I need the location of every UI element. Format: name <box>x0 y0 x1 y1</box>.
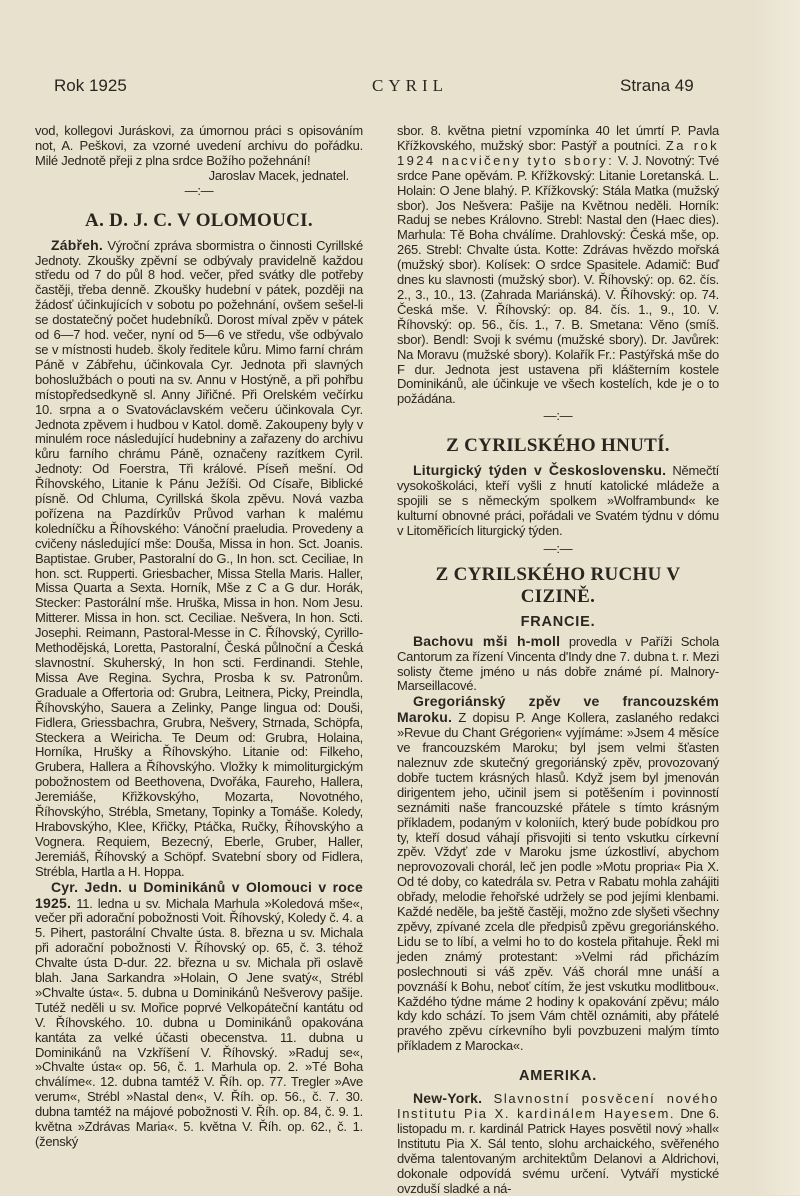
paragraph-dominikani <box>35 880 363 1150</box>
paragraph-body: Výroční zpráva sbormistra o činnosti Cyrillské Jednoty. Zkoušky zpěvní se odbývaly pravidelně každou středu od 7 do půl 8 hod. večer, před svátky dle potřeby častěji, třeba denně. Zkoušky hudební v pátek, později na žádosť účinkujících v sobotu po požehnání, ovšem sešel-li se dostatečný počet hudebníků. Dorost míval zpěv v pátek od 6—7 hod. večer, nyní od 5—6 ve středu, vše odbývalo se v místnosti hudeb. školy ředitele kůru. Mimo farní chrám Páně v Zábřehu, účinkovala Cyr. Jednota při slavných bohoslužbách o pouti na sv. Annu v Hostýně, a při pohřbu místopředsedkyně sl. Anny Jiřičné. Při Orelském večírku 10. srpna a o Svatováclavském večeru účinkovala Cyr. Jednota zpěvem i hudbou v Katol. domě. Zakoupeny byly v minulém roce následující hudebniny a zařazeny do archivu kůru farního chrámu Páně, označeny razítkem Cyril. Jednoty: Od Foerstra, Tři králové. Píseň mešní. Od Říhovského, Litanie k Pánu Ježíši. Od Císaře, Biblické písně. Od Chluma, Cyrillská škola zpěvu. Nová vazba pořízena na Pazdírkův Průvod varhan k malému koledníčku a Říhovského: Vánoční praeludia. Provedeny a cvičeny následující mše: Douša, Missa in hon. Sct. Joanis. Baptistae. Gruber, Pastoralní do G., In hon. sct. Ceciliae, In hon. sct. Rupperti. Griesbacher, Missa Stella Maris. Haller, Missa Quarta a Sexta. Horník, Mše z C a G dur. Horák, Stecker: Pastorální mše. Hruška, Missa in hon. Nom Jesu. Mitterer. Missa in hon. sct. Ceciliae. Nešvera, In hon. Scti. Josephi. Reimann, Pastoral-Messe in C. Říhovský, Cyrillo-Methodějská, Loretta, Pastoralní, Česká půlnoční a Česká slavnostní. Skuherský, In hon scti. Ferdinandi. Stehle, Missa Ave Regina. Sychra, Prosba k sv. Patronům. Graduale a Offertoria od: Grubra, Leitnera, Picky, Preindla, Říhovskýho, Sauera a Zelinky, Pange lingua od: Douši, Fidlera, Griessbachra, Grubra, Nešvery, Strnada, Schöpfa, Steckera a Weiricha. Te Deum od: Grubra, Holaina, Horníka, Hrušky a Říhovskýho. Litanie od: Filkeho, Grubera, Hallera a Říhovskýho. Vložky k mimoliturgickým pobožnostem od Beethovena, Dvořáka, Faureho, Hallera, Jeremiáše, Křižkovskýho, Mozarta, Novotného, Říhovskýho, Strébla, Smetany, Topinky a Tomáše. Koledy, Hrabovskýho, Klee, Křičky, Ptáčka, Ručky, Říhovskýho a Vognera. Requiem, Bezecný, Eberle, Gruber, Haller, Jeremiáš, Říhovský a Schöpf. Svatební sbory od Fidlera, Strébla, Hartla a H. Hoppa. <box>35 237 363 879</box>
separator: —:— <box>543 408 573 424</box>
section-heading-cizina: Z CYRILSKÉHO RUCHU V CIZINĚ. <box>435 563 681 607</box>
section-heading-hnuti: Z CYRILSKÉHO HNUTÍ. <box>446 435 670 457</box>
paragraph-zabreh <box>35 238 363 880</box>
subheading-francie: FRANCIE. <box>520 613 596 630</box>
paragraph-thanks: vod, kollegovi Juráskovi, za úmornou práci s opisováním not, A. Peškovi, za vzorné uvedení archivu do pořádku. Milé Jednotě přeji z plna srdce Božího požehnání! <box>35 123 363 168</box>
paragraph-body: Němečtí vysokoškoláci, kteří vyšli z hnutí katolické mládeže a spojili se s německým spolkem »Wolframbund« ke kulturní obnovné práci, pořádali ve Svatém týdnu v dómu v Litoměřicích liturgický týden. <box>397 463 719 538</box>
subheading-amerika: AMERIKA. <box>518 1068 598 1085</box>
paragraph-lead: Bachovu mši h-moll <box>413 632 561 649</box>
running-head-year: Rok 1925 <box>54 76 127 95</box>
paragraph-body: Dne 6. listopadu m. r. kardinál Patrick Hayes posvětil nový »hall« Institutu Pia X. Sál tento, slohu archaického, svěřeného dvěma talentovaným architektům Delanovi a Aldrichovi, dokonale odpovídá svému určení. Vytváří mystické ovzduší sladké a ná- <box>397 1106 719 1196</box>
paragraph-body: Z dopisu P. Ange Kollera, zaslaného redakci »Revue du Chant Grégorien« vyjímáme: »Jsem 4 měsíce ve francouzském Maroku; byl jsem velmi šťasten naleznuv zde skutečný gregoriánský zpěv, provozovaný dobře tuctem krásných hlasů. Když jsem byl jmenován dirigentem jeho, učinil jsem si potěšením i povinností seznámiti naše francouzské přátele s tímto krásným příkladem, podaným v koloniích, který bude pobídkou pro ty, kteří dosud váhají přisvojiti si tento vskutku církevní zpěv. Vždyť zde v Maroku jsme úzkostliví, abychom neprovozovali chorál, leč jen podle »Motu propria« Pia X. Od té doby, co katedrála sv. Petra v Rabatu mohla zahájiti obřady, melodie řehořské udržely se pod jejími klenbami. Každé neděle, ba ještě častěji, možno zde slyšeti všechny zpěvy, zpívané zcela dle předpisů zpěvu gregoriánského. Lidu se to líbí, a velmi ho to do kostela přitahuje. Řekl mi jeden známý protestant: »Velmi rád přicházím poslechnouti si váš zpěv. Váš chorál mne unáší a povznáší k Bohu, neboť cítím, že jest vskutku modlitbou«. Každého týdne máme 2 hodiny k opakování zpěvu; málo kdy kdo schází. To jsem Vám chtěl oznámiti, aby přátelé pravého zpěvu církevního byli povzbuzeni malým tímto příkladem z Marocka«. <box>397 710 719 1054</box>
right-column <box>397 124 719 1196</box>
section-heading-olomouc: A. D. J. C. V OLOMOUCI. <box>85 209 313 231</box>
paragraph-lead: Gregoriánský zpěv ve francouzském Maroku. <box>397 693 719 726</box>
paragraph-body: sbor. 8. května pietní vzpomínka 40 let úmrtí P. Pavla Křížkovského, mužský sbor: Pastýř a poutníci. <box>397 123 719 153</box>
paragraph-lead: Zábřeh. <box>51 236 103 253</box>
paragraph-lead: Cyr. Jedn. u Dominikánů v Olomouci v roce 1925. <box>35 878 363 911</box>
paragraph-body: 11. ledna u sv. Michala Marhula »Koledová mše«, večer při adorační pobožnosti Voit. Říhovský, Koledy č. 4. a 5. Pihert, pastorální Chvalte ústa. 8. března u sv. Michala při adorační pobožnosti V. Říhovský op. 65, č. 3. téhož Chvalte ústa D-dur. 22. března u sv. Michala při oslavě blah. Jana Sarkandra »Holain, O Jene svatý«, Strébl »Chvalte ústa«. 5. dubna u Dominikánů Nešverovy pašije. Tutéž neděli u sv. Mořice poprvé Velkopáteční kantátu od V. Říhovského. 10. dubna u Dominikánů opakována kantáta za velké účasti obecenstva. 11. dubna u Dominikánů na Vzkříšení V. Říhovský. »Raduj se«, »Chvalte ústa« op. 56, č. 1. Marhula op. 2. »Té Boha chválíme«. 12. dubna tamtéž V. Říh. op. 77. Tregler »Ave verum«, Strébl »Nastal den«, V. Říh. op. 56., č. 7. 30. dubna tamtéž na májové pobožnosti V. Říh. op. 84, č. 9. 1. května »Zdrávas Maria«. 5. května V. Říh. op. 62., č. 1. (ženský <box>35 895 363 1149</box>
paragraph-body: provedla v Paříži Schola Cantorum za řízení Vincenta d'Indy dne 7. dubna t. r. Mezi solisty čteme jméno u nás dobře známé pí. Malnory-Marseillacové. <box>397 633 719 694</box>
left-column <box>35 124 363 1150</box>
spaced-phrase: Slavnostní posvěcení nového Institutu Pia X. kardinálem Hayesem. <box>397 1091 719 1122</box>
paragraph-body: V. J. Novotný: Tvé srdce Pane opěvám. P. Křížkovský: Litanie Loretanská. L. Holain: O Jene blahý. P. Křížkovský: Stála Matka (mužský sbor). Jos Nešvera: Pašije na Květnou neděli. Horník: Raduj se nebes Královno. Strebl: Nastal den (Haec dies). Marhula: Tě Boha chválíme. Drahlovský: Česká mše, op. 265. Strebl: Chvalte ústa. Kotte: Zdrávas hvězdo mořská (mužský sbor). Kolísek: O srdce Spasitele. Adamič: Buď dnes ku slavnosti (mužský sbor). V. Říhovský: op. 62. čís. 2., 3., 10., 13. (Zahrada Mariánská). V. Říhovský: op. 74. Česká mše. V. Říhovský: op. 84. čís. 1., 9., 10. V. Říhovský: op. 56., čís. 1., 7. B. Smetana: Věno (smíš. sbor). Bendl: Svoji k svému (mužské sbory). Dr. Javůrek: Na Moravu (mužské sbory). Kolařík Fr.: Pastýřská mše do F dur. Jednota jest ustavena při klášterním kostele Dominikánů, ale účinkuje ve všech kostelích, kde je o to požádána. <box>397 152 720 407</box>
page-number: Strana 49 <box>620 76 694 95</box>
paragraph-lead: Liturgický týden v Československu. <box>413 462 667 479</box>
paragraph-new-york <box>397 1091 719 1196</box>
running-head-journal: CYRIL <box>372 76 448 95</box>
paragraph-liturgicky-tyden <box>397 463 719 539</box>
separator: —:— <box>184 182 214 198</box>
signature: Jaroslav Macek, jednatel. <box>208 167 349 183</box>
paragraph-sbory <box>397 124 719 407</box>
paragraph-bach <box>397 634 719 695</box>
separator: —:— <box>543 540 573 556</box>
spaced-phrase: Za rok 1924 nacvičeny tyto sbory: <box>397 137 719 168</box>
paragraph-lead: New-York. <box>413 1090 483 1107</box>
page-edge <box>755 0 800 1195</box>
paragraph-maroko <box>397 694 719 1054</box>
